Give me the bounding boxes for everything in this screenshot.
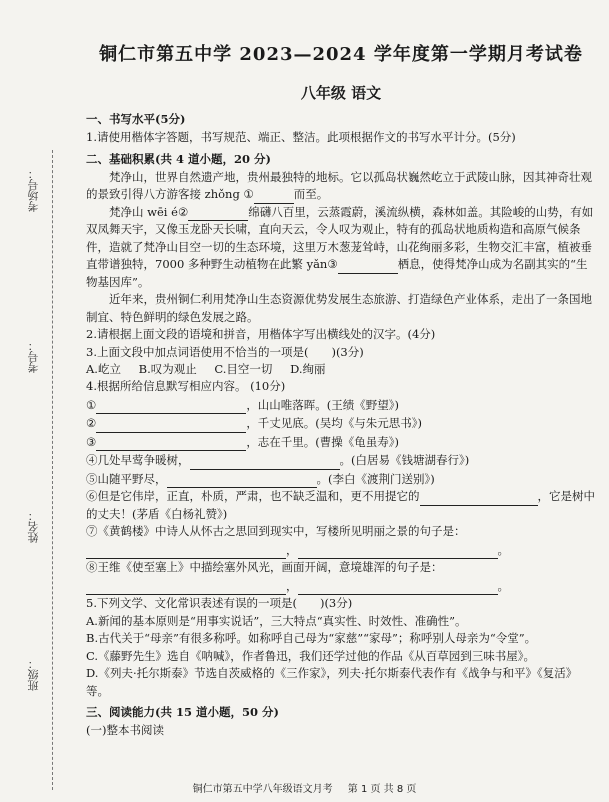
section-1-text: 1.请使用楷体字答题，书写规范、端正、整洁。此项根据作文的书写水平计分。(5分) — [86, 130, 516, 144]
passage-paragraph-3: 近年来，贵州铜仁利用梵净山生态资源优势发展生态旅游、打造绿色产业体系，走出了一条国地制宜、特色鲜明的绿色发展之路。 — [86, 292, 592, 324]
q4-item-8: ⑧王维《使至塞上》中描绘塞外风光，画面开阔，意境雄浑的句子是： — [86, 560, 443, 574]
q4-item-8-answer: ， 。 — [86, 577, 596, 596]
q4-item-5: ⑤山随平野尽， 。(李白《渡荆门送别》) — [86, 470, 596, 489]
question-2: 2.请根据上面文段的语境和拼音，用楷体字写出横线处的汉字。(4分) — [86, 327, 436, 341]
question-3: 3.上面文段中加点词语使用不恰当的一项是( )(3分) — [86, 344, 364, 359]
exam-subtitle: 八年级 语文 — [300, 84, 382, 102]
q5-option-d[interactable]: D.《列夫·托尔斯泰》节选自茨威格的《三作家》，列夫·托尔斯泰代表作有《战争与和平》《复活》等。 — [86, 666, 578, 698]
student-name-label: 姓名： — [27, 510, 40, 543]
footer-page-number: 第 1 页 共 8 页 — [347, 784, 417, 795]
binding-margin — [0, 0, 80, 802]
q4-blank-4[interactable] — [190, 455, 340, 470]
q5-option-c[interactable]: C.《藤野先生》选自《呐喊》，作者鲁迅，我们还学过他的作品《从百草园到三味书屋》。 — [86, 648, 536, 663]
q4-blank-5[interactable] — [167, 473, 317, 488]
exam-number-label: 考号： — [27, 340, 40, 373]
q4-item-7: ⑦《黄鹤楼》中诗人从怀古之思回到现实中，写楼所见明丽之景的句子是： — [86, 524, 466, 538]
q4-blank-8b[interactable] — [298, 580, 498, 595]
q3-option-a[interactable]: A.屹立 — [86, 362, 121, 376]
section-1-heading: 一、书写水平(5分) — [86, 112, 186, 126]
q3-option-c[interactable]: C.目空一切 — [214, 362, 273, 376]
answer-blank-1[interactable] — [254, 189, 294, 204]
q4-item-4: ④几处早莺争暖树， 。(白居易《钱塘湖春行》) — [86, 451, 596, 470]
q4-blank-7b[interactable] — [298, 544, 498, 559]
q3-option-d[interactable]: D.绚丽 — [290, 362, 326, 376]
exam-room-label: 考场号： — [27, 168, 40, 212]
passage-paragraph-1: 梵净山，世界自然遗产地，贵州最独特的地标。它以孤岛状巍然屹立于武陵山脉，因其神奇壮观的景致引得八方游客接 zhǒng ① 而至。 — [86, 169, 596, 204]
section-2-heading: 二、基础积累(共 4 道小题，20 分) — [86, 151, 271, 166]
q4-blank-2[interactable] — [96, 418, 246, 433]
footer-exam-name: 铜仁市第五中学八年级语文月考 — [192, 784, 333, 795]
q4-blank-6[interactable] — [420, 491, 538, 506]
section-3-heading: 三、阅读能力(共 15 道小题，50 分) — [86, 705, 279, 719]
question-4: 4.根据所给信息默写相应内容。 (10分) — [86, 379, 286, 393]
q4-item-6: ⑥但是它伟岸，正直，朴质，严肃，也不缺乏温和，更不用提它的 ，它是树中的丈夫！(茅盾《白杨礼赞》) — [86, 489, 595, 521]
q3-option-b[interactable]: B.叹为观止 — [138, 362, 197, 376]
question-5: 5.下列文学、文化常识表述有误的一项是( )(3分) — [86, 596, 353, 610]
q4-item-7-answer: ， 。 — [86, 541, 596, 560]
q4-item-2: ② ，千丈见底。(吴均《与朱元思书》) — [86, 414, 596, 433]
binding-dashed-line — [52, 150, 53, 790]
q4-item-1: ① ，山山唯落晖。(王绩《野望》) — [86, 396, 596, 415]
q5-option-a[interactable]: A.新闻的基本原则是“用事实说话”，三大特点“真实性、时效性、准确性”。 — [86, 613, 467, 628]
answer-blank-2[interactable] — [188, 206, 248, 221]
q4-blank-7a[interactable] — [86, 544, 286, 559]
class-label: 班级： — [27, 658, 40, 691]
page-footer — [0, 780, 609, 795]
section-3-subheading: (一)整本书阅读 — [86, 723, 164, 737]
exam-title: 铜仁市第五中学 2023—2024 学年度第一学期月考试卷 — [99, 44, 583, 65]
question-3-options — [86, 361, 596, 378]
q4-blank-3[interactable] — [96, 436, 246, 451]
q4-blank-8a[interactable] — [86, 580, 286, 595]
answer-blank-3[interactable] — [338, 259, 398, 274]
q5-option-b[interactable]: B.古代关于“母亲”有很多称呼。如称呼自己母为“家慈”“家母”；称呼别人母亲为“令堂”。 — [86, 631, 537, 645]
passage-paragraph-2: 梵净山 wēi é② 绵礴八百里，云蒸霞蔚，溪流纵横，森林如盖。其险峻的山势，有如双凤舞天宇，又像玉龙卧天长啸，直向天云，令人叹为观止，特有的孤岛状地质构造和高原气候条件，造就了梵净山目空一切的生态环境，这里万木葱茏耸峙，山花绚丽多彩，生物交汇丰富，植被垂直带谱独特，7000 多种野生动植物在此繁 yǎn③ 栖息，使得梵净山成为名副其实的“生物基因库”。 — [86, 204, 594, 289]
q4-blank-1[interactable] — [96, 399, 246, 414]
q4-item-3: ③ ，志在千里。(曹操《龟虽寿》) — [86, 433, 596, 452]
exam-content — [86, 40, 596, 740]
